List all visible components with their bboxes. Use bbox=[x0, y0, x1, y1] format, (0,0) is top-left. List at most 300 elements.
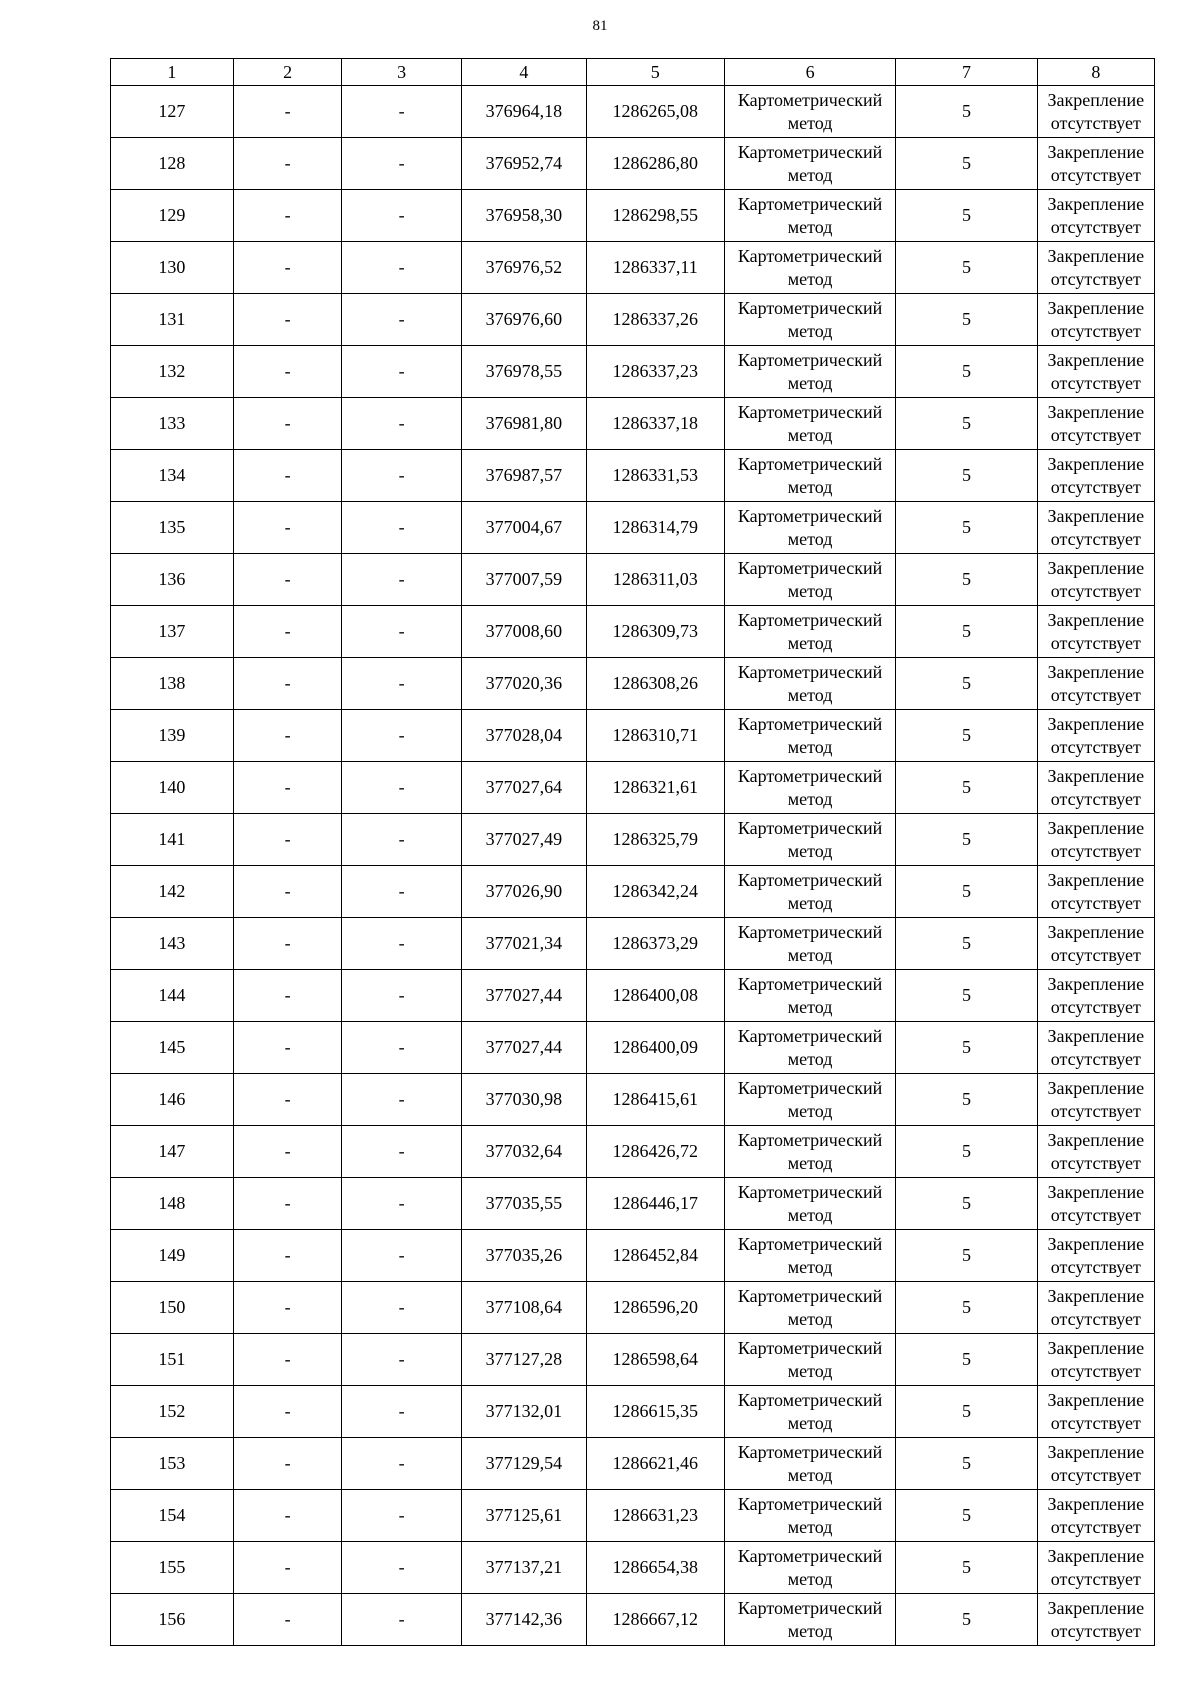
table-row bbox=[111, 294, 1155, 346]
coordinate-y-cell: 1286337,23 bbox=[586, 346, 724, 398]
coordinate-x-cell: 376976,52 bbox=[461, 242, 586, 294]
coordinate-x-cell: 376952,74 bbox=[461, 138, 586, 190]
method-line: метод bbox=[787, 1620, 833, 1641]
fixing-cell bbox=[1037, 1282, 1154, 1334]
method-line: Картометрический bbox=[737, 89, 883, 110]
fixing-cell bbox=[1037, 138, 1154, 190]
cell-col-2-cell: - bbox=[233, 1386, 342, 1438]
method-line: Картометрический bbox=[737, 505, 883, 526]
method-line: метод bbox=[787, 372, 833, 393]
coordinate-y-cell: 1286331,53 bbox=[586, 450, 724, 502]
fixing-cell bbox=[1037, 86, 1154, 138]
method-cell bbox=[724, 86, 896, 138]
cell-col-2-cell: - bbox=[233, 554, 342, 606]
cell-col-2-cell: - bbox=[233, 918, 342, 970]
cell-col-2-cell: - bbox=[233, 1022, 342, 1074]
cell-col-3-cell: - bbox=[342, 502, 462, 554]
point-number-cell: 139 bbox=[111, 710, 234, 762]
cell-col-3-cell: - bbox=[342, 190, 462, 242]
method-line: метод bbox=[787, 424, 833, 445]
fixing-line: отсутствует bbox=[1050, 788, 1141, 809]
fixing-line: Закрепление bbox=[1047, 245, 1145, 266]
method-line: метод bbox=[787, 1048, 833, 1069]
accuracy-cell: 5 bbox=[896, 606, 1037, 658]
coordinate-x-cell: 377030,98 bbox=[461, 1074, 586, 1126]
method-line: Картометрический bbox=[737, 869, 883, 890]
coordinate-y-cell: 1286596,20 bbox=[586, 1282, 724, 1334]
coordinate-x-cell: 377027,44 bbox=[461, 970, 586, 1022]
accuracy-cell: 5 bbox=[896, 242, 1037, 294]
table-row bbox=[111, 1594, 1155, 1646]
accuracy-cell: 5 bbox=[896, 346, 1037, 398]
method-line: метод bbox=[787, 268, 833, 289]
cell-col-3-cell: - bbox=[342, 762, 462, 814]
method-line: Картометрический bbox=[737, 1545, 883, 1566]
method-line: метод bbox=[787, 528, 833, 549]
method-line: метод bbox=[787, 1204, 833, 1225]
fixing-line: Закрепление bbox=[1047, 713, 1145, 734]
cell-col-2-cell: - bbox=[233, 502, 342, 554]
method-line: метод bbox=[787, 320, 833, 341]
coordinate-x-cell: 377027,64 bbox=[461, 762, 586, 814]
coordinate-y-cell: 1286654,38 bbox=[586, 1542, 724, 1594]
cell-col-3-cell: - bbox=[342, 1386, 462, 1438]
coordinate-y-cell: 1286667,12 bbox=[586, 1594, 724, 1646]
coordinate-y-cell: 1286321,61 bbox=[586, 762, 724, 814]
accuracy-cell: 5 bbox=[896, 814, 1037, 866]
accuracy-cell: 5 bbox=[896, 1022, 1037, 1074]
fixing-line: отсутствует bbox=[1050, 424, 1141, 445]
method-line: Картометрический bbox=[737, 817, 883, 838]
cell-col-2-cell: - bbox=[233, 606, 342, 658]
method-line: метод bbox=[787, 112, 833, 133]
fixing-line: отсутствует bbox=[1050, 632, 1141, 653]
fixing-cell bbox=[1037, 970, 1154, 1022]
table-row bbox=[111, 502, 1155, 554]
fixing-cell bbox=[1037, 554, 1154, 606]
cell-col-2-cell: - bbox=[233, 86, 342, 138]
table-body bbox=[111, 86, 1155, 1646]
method-cell bbox=[724, 1230, 896, 1282]
cell-col-3-cell: - bbox=[342, 710, 462, 762]
coordinate-x-cell: 377035,55 bbox=[461, 1178, 586, 1230]
method-line: метод bbox=[787, 892, 833, 913]
cell-col-2-cell: - bbox=[233, 1490, 342, 1542]
cell-col-3-cell: - bbox=[342, 1230, 462, 1282]
coordinate-x-cell: 377129,54 bbox=[461, 1438, 586, 1490]
fixing-line: Закрепление bbox=[1047, 401, 1145, 422]
point-number-cell: 129 bbox=[111, 190, 234, 242]
cell-col-2-cell: - bbox=[233, 138, 342, 190]
column-header: 5 bbox=[586, 59, 724, 86]
accuracy-cell: 5 bbox=[896, 1334, 1037, 1386]
fixing-cell bbox=[1037, 918, 1154, 970]
fixing-line: Закрепление bbox=[1047, 1129, 1145, 1150]
fixing-cell bbox=[1037, 1230, 1154, 1282]
accuracy-cell: 5 bbox=[896, 1438, 1037, 1490]
method-line: Картометрический bbox=[737, 297, 883, 318]
point-number-cell: 132 bbox=[111, 346, 234, 398]
column-header: 6 bbox=[724, 59, 896, 86]
cell-col-2-cell: - bbox=[233, 710, 342, 762]
point-number-cell: 147 bbox=[111, 1126, 234, 1178]
table-row bbox=[111, 1542, 1155, 1594]
fixing-line: отсутствует bbox=[1050, 1152, 1141, 1173]
point-number-cell: 134 bbox=[111, 450, 234, 502]
fixing-line: отсутствует bbox=[1050, 1360, 1141, 1381]
point-number-cell: 152 bbox=[111, 1386, 234, 1438]
method-cell bbox=[724, 1126, 896, 1178]
coordinate-x-cell: 377137,21 bbox=[461, 1542, 586, 1594]
fixing-cell bbox=[1037, 814, 1154, 866]
method-line: Картометрический bbox=[737, 193, 883, 214]
table-row bbox=[111, 242, 1155, 294]
fixing-cell bbox=[1037, 1074, 1154, 1126]
coordinate-x-cell: 376987,57 bbox=[461, 450, 586, 502]
coordinate-y-cell: 1286400,08 bbox=[586, 970, 724, 1022]
fixing-cell bbox=[1037, 1542, 1154, 1594]
fixing-line: отсутствует bbox=[1050, 1048, 1141, 1069]
table-row bbox=[111, 814, 1155, 866]
coordinate-y-cell: 1286400,09 bbox=[586, 1022, 724, 1074]
fixing-line: Закрепление bbox=[1047, 1337, 1145, 1358]
point-number-cell: 148 bbox=[111, 1178, 234, 1230]
coordinate-y-cell: 1286265,08 bbox=[586, 86, 724, 138]
method-line: метод bbox=[787, 632, 833, 653]
fixing-line: Закрепление bbox=[1047, 609, 1145, 630]
cell-col-3-cell: - bbox=[342, 814, 462, 866]
point-number-cell: 138 bbox=[111, 658, 234, 710]
fixing-line: отсутствует bbox=[1050, 1620, 1141, 1641]
coordinate-x-cell: 377004,67 bbox=[461, 502, 586, 554]
method-line: Картометрический bbox=[737, 1337, 883, 1358]
method-line: Картометрический bbox=[737, 765, 883, 786]
cell-col-3-cell: - bbox=[342, 554, 462, 606]
method-line: Картометрический bbox=[737, 557, 883, 578]
coordinate-y-cell: 1286308,26 bbox=[586, 658, 724, 710]
point-number-cell: 136 bbox=[111, 554, 234, 606]
coordinate-x-cell: 377125,61 bbox=[461, 1490, 586, 1542]
cell-col-3-cell: - bbox=[342, 138, 462, 190]
method-cell bbox=[724, 1334, 896, 1386]
cell-col-3-cell: - bbox=[342, 1178, 462, 1230]
point-number-cell: 155 bbox=[111, 1542, 234, 1594]
coordinate-x-cell: 377127,28 bbox=[461, 1334, 586, 1386]
fixing-line: Закрепление bbox=[1047, 1025, 1145, 1046]
coordinate-y-cell: 1286373,29 bbox=[586, 918, 724, 970]
fixing-line: отсутствует bbox=[1050, 216, 1141, 237]
fixing-line: отсутствует bbox=[1050, 372, 1141, 393]
cell-col-2-cell: - bbox=[233, 1178, 342, 1230]
fixing-cell bbox=[1037, 1022, 1154, 1074]
coordinate-y-cell: 1286446,17 bbox=[586, 1178, 724, 1230]
fixing-line: отсутствует bbox=[1050, 1256, 1141, 1277]
coordinate-y-cell: 1286342,24 bbox=[586, 866, 724, 918]
coordinate-y-cell: 1286337,11 bbox=[586, 242, 724, 294]
table-row bbox=[111, 398, 1155, 450]
fixing-line: отсутствует bbox=[1050, 944, 1141, 965]
cell-col-3-cell: - bbox=[342, 1438, 462, 1490]
accuracy-cell: 5 bbox=[896, 138, 1037, 190]
point-number-cell: 153 bbox=[111, 1438, 234, 1490]
table-row bbox=[111, 606, 1155, 658]
fixing-line: отсутствует bbox=[1050, 684, 1141, 705]
fixing-cell bbox=[1037, 190, 1154, 242]
cell-col-2-cell: - bbox=[233, 242, 342, 294]
fixing-line: Закрепление bbox=[1047, 505, 1145, 526]
table-row bbox=[111, 1334, 1155, 1386]
fixing-line: Закрепление bbox=[1047, 973, 1145, 994]
point-number-cell: 127 bbox=[111, 86, 234, 138]
accuracy-cell: 5 bbox=[896, 450, 1037, 502]
method-cell bbox=[724, 606, 896, 658]
method-cell bbox=[724, 502, 896, 554]
fixing-line: Закрепление bbox=[1047, 817, 1145, 838]
point-number-cell: 146 bbox=[111, 1074, 234, 1126]
cell-col-2-cell: - bbox=[233, 1282, 342, 1334]
coordinate-x-cell: 376978,55 bbox=[461, 346, 586, 398]
cell-col-3-cell: - bbox=[342, 1334, 462, 1386]
method-line: метод bbox=[787, 476, 833, 497]
fixing-line: отсутствует bbox=[1050, 1412, 1141, 1433]
fixing-cell bbox=[1037, 1438, 1154, 1490]
point-number-cell: 144 bbox=[111, 970, 234, 1022]
method-line: Картометрический bbox=[737, 349, 883, 370]
method-cell bbox=[724, 762, 896, 814]
fixing-line: Закрепление bbox=[1047, 349, 1145, 370]
cell-col-3-cell: - bbox=[342, 606, 462, 658]
method-line: метод bbox=[787, 1100, 833, 1121]
cell-col-2-cell: - bbox=[233, 762, 342, 814]
cell-col-3-cell: - bbox=[342, 242, 462, 294]
method-line: метод bbox=[787, 164, 833, 185]
fixing-line: отсутствует bbox=[1050, 268, 1141, 289]
method-line: Картометрический bbox=[737, 1389, 883, 1410]
fixing-line: Закрепление bbox=[1047, 193, 1145, 214]
fixing-cell bbox=[1037, 658, 1154, 710]
method-line: Картометрический bbox=[737, 921, 883, 942]
method-line: Картометрический bbox=[737, 1285, 883, 1306]
coordinate-y-cell: 1286452,84 bbox=[586, 1230, 724, 1282]
column-header: 3 bbox=[342, 59, 462, 86]
table-row bbox=[111, 1386, 1155, 1438]
fixing-line: отсутствует bbox=[1050, 1516, 1141, 1537]
accuracy-cell: 5 bbox=[896, 710, 1037, 762]
method-line: метод bbox=[787, 840, 833, 861]
coordinate-x-cell: 377026,90 bbox=[461, 866, 586, 918]
fixing-cell bbox=[1037, 450, 1154, 502]
table-row bbox=[111, 450, 1155, 502]
cell-col-3-cell: - bbox=[342, 970, 462, 1022]
accuracy-cell: 5 bbox=[896, 918, 1037, 970]
cell-col-2-cell: - bbox=[233, 1542, 342, 1594]
method-line: метод bbox=[787, 1568, 833, 1589]
table-row bbox=[111, 1178, 1155, 1230]
method-line: Картометрический bbox=[737, 973, 883, 994]
table-row bbox=[111, 1022, 1155, 1074]
method-cell bbox=[724, 866, 896, 918]
point-number-cell: 143 bbox=[111, 918, 234, 970]
accuracy-cell: 5 bbox=[896, 294, 1037, 346]
accuracy-cell: 5 bbox=[896, 398, 1037, 450]
table-row bbox=[111, 1126, 1155, 1178]
header-row bbox=[111, 59, 1155, 86]
coordinate-x-cell: 377008,60 bbox=[461, 606, 586, 658]
column-header: 4 bbox=[461, 59, 586, 86]
cell-col-3-cell: - bbox=[342, 918, 462, 970]
coordinate-x-cell: 377132,01 bbox=[461, 1386, 586, 1438]
point-number-cell: 141 bbox=[111, 814, 234, 866]
fixing-line: Закрепление bbox=[1047, 1545, 1145, 1566]
cell-col-3-cell: - bbox=[342, 294, 462, 346]
coordinate-y-cell: 1286298,55 bbox=[586, 190, 724, 242]
fixing-cell bbox=[1037, 242, 1154, 294]
point-number-cell: 145 bbox=[111, 1022, 234, 1074]
coordinate-x-cell: 377108,64 bbox=[461, 1282, 586, 1334]
cell-col-3-cell: - bbox=[342, 1282, 462, 1334]
coordinate-x-cell: 377035,26 bbox=[461, 1230, 586, 1282]
coordinate-y-cell: 1286309,73 bbox=[586, 606, 724, 658]
fixing-line: отсутствует bbox=[1050, 580, 1141, 601]
table-row bbox=[111, 762, 1155, 814]
cell-col-2-cell: - bbox=[233, 1230, 342, 1282]
method-line: Картометрический bbox=[737, 1493, 883, 1514]
coordinate-x-cell: 377032,64 bbox=[461, 1126, 586, 1178]
table-row bbox=[111, 190, 1155, 242]
cell-col-3-cell: - bbox=[342, 86, 462, 138]
fixing-cell bbox=[1037, 606, 1154, 658]
cell-col-2-cell: - bbox=[233, 1074, 342, 1126]
fixing-line: Закрепление bbox=[1047, 765, 1145, 786]
table-row bbox=[111, 1282, 1155, 1334]
method-line: метод bbox=[787, 1464, 833, 1485]
accuracy-cell: 5 bbox=[896, 762, 1037, 814]
accuracy-cell: 5 bbox=[896, 1594, 1037, 1646]
method-cell bbox=[724, 294, 896, 346]
coordinate-y-cell: 1286310,71 bbox=[586, 710, 724, 762]
method-cell bbox=[724, 1542, 896, 1594]
accuracy-cell: 5 bbox=[896, 1282, 1037, 1334]
coordinate-y-cell: 1286621,46 bbox=[586, 1438, 724, 1490]
point-number-cell: 156 bbox=[111, 1594, 234, 1646]
method-line: Картометрический bbox=[737, 141, 883, 162]
cell-col-3-cell: - bbox=[342, 1542, 462, 1594]
method-cell bbox=[724, 1386, 896, 1438]
method-line: метод bbox=[787, 216, 833, 237]
table-row bbox=[111, 346, 1155, 398]
method-line: Картометрический bbox=[737, 1025, 883, 1046]
coordinate-x-cell: 377020,36 bbox=[461, 658, 586, 710]
point-number-cell: 150 bbox=[111, 1282, 234, 1334]
point-number-cell: 137 bbox=[111, 606, 234, 658]
method-line: Картометрический bbox=[737, 1233, 883, 1254]
cell-col-2-cell: - bbox=[233, 346, 342, 398]
point-number-cell: 140 bbox=[111, 762, 234, 814]
method-line: метод bbox=[787, 996, 833, 1017]
cell-col-3-cell: - bbox=[342, 450, 462, 502]
method-line: метод bbox=[787, 1412, 833, 1433]
fixing-line: Закрепление bbox=[1047, 1389, 1145, 1410]
fixing-line: отсутствует bbox=[1050, 1100, 1141, 1121]
table-row bbox=[111, 1230, 1155, 1282]
accuracy-cell: 5 bbox=[896, 502, 1037, 554]
point-number-cell: 142 bbox=[111, 866, 234, 918]
table-row bbox=[111, 1074, 1155, 1126]
coordinate-x-cell: 377007,59 bbox=[461, 554, 586, 606]
method-line: Картометрический bbox=[737, 1181, 883, 1202]
accuracy-cell: 5 bbox=[896, 1542, 1037, 1594]
method-cell bbox=[724, 138, 896, 190]
cell-col-3-cell: - bbox=[342, 398, 462, 450]
fixing-line: Закрепление bbox=[1047, 921, 1145, 942]
method-line: метод bbox=[787, 684, 833, 705]
cell-col-2-cell: - bbox=[233, 190, 342, 242]
cell-col-3-cell: - bbox=[342, 1074, 462, 1126]
coordinate-x-cell: 377028,04 bbox=[461, 710, 586, 762]
accuracy-cell: 5 bbox=[896, 86, 1037, 138]
fixing-line: отсутствует bbox=[1050, 112, 1141, 133]
cell-col-3-cell: - bbox=[342, 1490, 462, 1542]
method-cell bbox=[724, 1594, 896, 1646]
coordinate-y-cell: 1286325,79 bbox=[586, 814, 724, 866]
coordinate-y-cell: 1286286,80 bbox=[586, 138, 724, 190]
table-row bbox=[111, 138, 1155, 190]
cell-col-3-cell: - bbox=[342, 1594, 462, 1646]
point-number-cell: 151 bbox=[111, 1334, 234, 1386]
fixing-line: Закрепление bbox=[1047, 1597, 1145, 1618]
method-line: Картометрический bbox=[737, 1441, 883, 1462]
point-number-cell: 128 bbox=[111, 138, 234, 190]
accuracy-cell: 5 bbox=[896, 658, 1037, 710]
point-number-cell: 130 bbox=[111, 242, 234, 294]
fixing-cell bbox=[1037, 1490, 1154, 1542]
coordinate-y-cell: 1286615,35 bbox=[586, 1386, 724, 1438]
page-number: 81 bbox=[592, 18, 608, 34]
column-header: 8 bbox=[1037, 59, 1154, 86]
point-number-cell: 135 bbox=[111, 502, 234, 554]
method-line: Картометрический bbox=[737, 1597, 883, 1618]
cell-col-2-cell: - bbox=[233, 450, 342, 502]
method-cell bbox=[724, 1022, 896, 1074]
coordinate-x-cell: 376958,30 bbox=[461, 190, 586, 242]
fixing-line: Закрепление bbox=[1047, 557, 1145, 578]
method-line: Картометрический bbox=[737, 1077, 883, 1098]
fixing-cell bbox=[1037, 346, 1154, 398]
coordinate-y-cell: 1286337,26 bbox=[586, 294, 724, 346]
method-cell bbox=[724, 190, 896, 242]
method-line: Картометрический bbox=[737, 713, 883, 734]
coordinate-x-cell: 376976,60 bbox=[461, 294, 586, 346]
fixing-line: отсутствует bbox=[1050, 840, 1141, 861]
coordinate-x-cell: 376964,18 bbox=[461, 86, 586, 138]
coordinate-x-cell: 377142,36 bbox=[461, 1594, 586, 1646]
fixing-line: отсутствует bbox=[1050, 736, 1141, 757]
fixing-cell bbox=[1037, 1386, 1154, 1438]
accuracy-cell: 5 bbox=[896, 1386, 1037, 1438]
method-cell bbox=[724, 242, 896, 294]
fixing-cell bbox=[1037, 1178, 1154, 1230]
fixing-cell bbox=[1037, 710, 1154, 762]
method-cell bbox=[724, 346, 896, 398]
method-line: метод bbox=[787, 1256, 833, 1277]
coordinate-x-cell: 377027,49 bbox=[461, 814, 586, 866]
method-cell bbox=[724, 918, 896, 970]
column-header: 1 bbox=[111, 59, 234, 86]
table-row bbox=[111, 866, 1155, 918]
table-row bbox=[111, 918, 1155, 970]
column-header: 2 bbox=[233, 59, 342, 86]
fixing-line: Закрепление bbox=[1047, 89, 1145, 110]
